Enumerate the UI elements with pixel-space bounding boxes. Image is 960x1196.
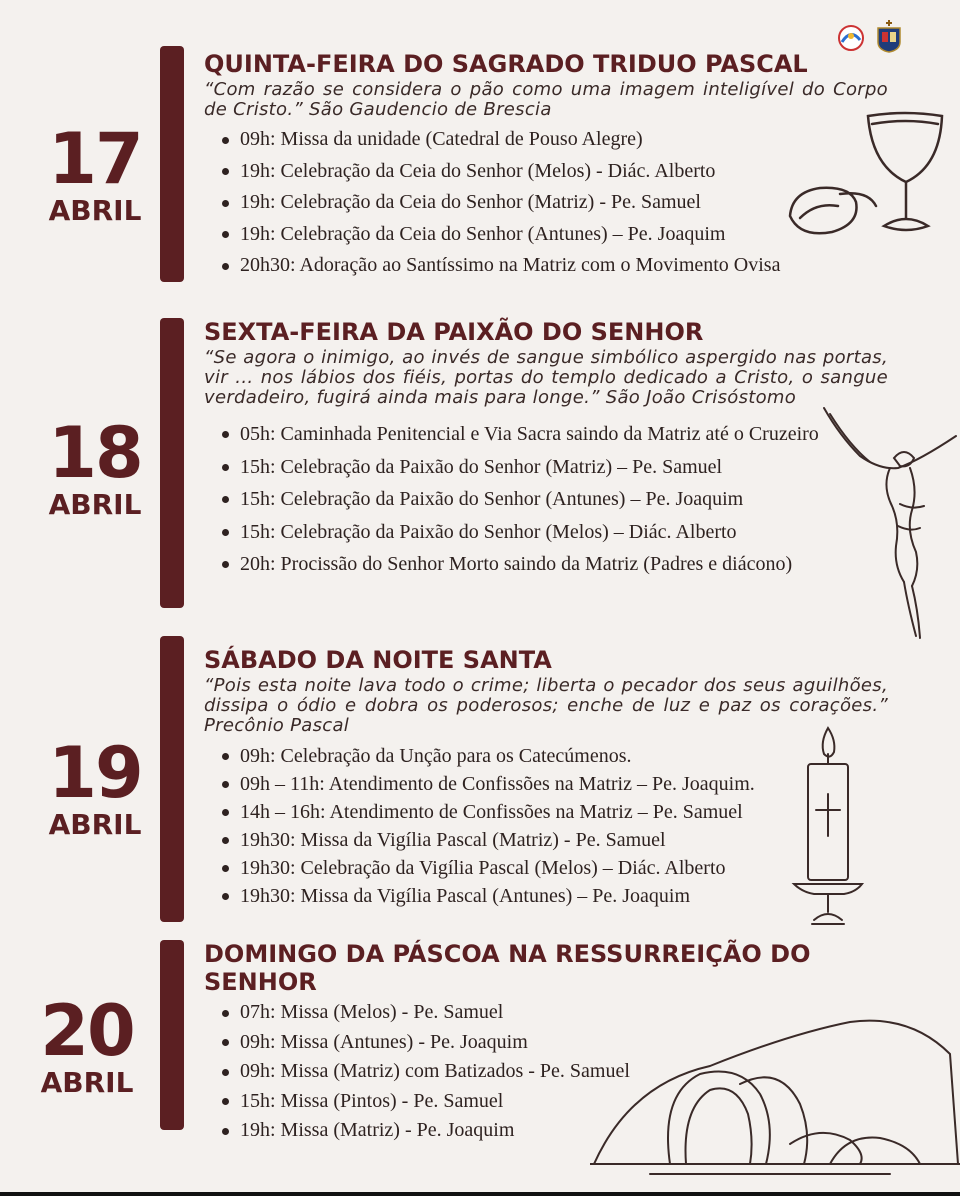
list-item: 20h30: Adoração ao Santíssimo na Matriz com o Movimento Ovisa: [204, 250, 888, 282]
list-item: 19h: Celebração da Ceia do Senhor (Melos) - Diác. Alberto: [204, 156, 888, 188]
list-item: 15h: Celebração da Paixão do Senhor (Antunes) – Pe. Joaquim: [204, 483, 888, 516]
list-item: 19h30: Missa da Vigília Pascal (Antunes) – Pe. Joaquim: [204, 882, 888, 910]
month-label: ABRIL: [48, 808, 142, 841]
date-block: [30, 118, 160, 227]
list-item: 19h: Celebração da Ceia do Senhor (Matriz) - Pe. Samuel: [204, 187, 888, 219]
month-label: ABRIL: [48, 488, 142, 521]
section-title: SÁBADO DA NOITE SANTA: [204, 646, 552, 674]
section-content: [204, 318, 888, 581]
section-18-abril: [0, 318, 960, 608]
schedule-list: [204, 742, 888, 910]
day-number: 18: [48, 412, 142, 494]
list-item: 19h: Celebração da Ceia do Senhor (Antunes) – Pe. Joaquim: [204, 219, 888, 251]
section-title: QUINTA-FEIRA DO SAGRADO TRIDUO PASCAL: [204, 50, 808, 78]
section-title: SEXTA-FEIRA DA PAIXÃO DO SENHOR: [204, 318, 704, 346]
section-19-abril: [0, 636, 960, 922]
list-item: 15h: Celebração da Paixão do Senhor (Melos) – Diác. Alberto: [204, 516, 888, 549]
crucified-christ-icon: [820, 406, 960, 642]
section-content: [204, 646, 888, 910]
section-17-abril: [0, 46, 960, 282]
empty-tomb-icon: [590, 1014, 960, 1194]
section-quote: “Se agora o inimigo, ao invés de sangue simbólico aspergido nas portas, vir ... nos lábios dos fiéis, portas do templo dedicado a Cristo, o sangue verdadeiro, fugirá ainda mais para longe.” São João Crisóstomo: [204, 347, 888, 408]
list-item: 09h: Missa da unidade (Catedral de Pouso Alegre): [204, 124, 888, 156]
list-item: 14h – 16h: Atendimento de Confissões na Matriz – Pe. Samuel: [204, 798, 888, 826]
chalice-and-bread-icon: [780, 106, 950, 246]
section-quote: “Pois esta noite lava todo o crime; liberta o pecador dos seus aguilhões, dissipa o ódio e dobra os poderosos; enche de luz e paz os corações.” Precônio Pascal: [204, 675, 888, 736]
month-label: ABRIL: [48, 194, 142, 227]
section-quote: “Com razão se considera o pão como uma imagem inteligível do Corpo de Cristo.” São Gaudencio de Brescia: [204, 79, 888, 120]
section-divider-bar: [160, 318, 184, 608]
list-item: 20h: Procissão do Senhor Morto saindo da Matriz (Padres e diácono): [204, 548, 888, 581]
date-block: [30, 732, 160, 841]
list-item: 15h: Celebração da Paixão do Senhor (Matriz) – Pe. Samuel: [204, 451, 888, 484]
section-divider-bar: [160, 940, 184, 1130]
section-title: DOMINGO DA PÁSCOA NA RESSURREIÇÃO DO SENHOR: [204, 940, 811, 996]
month-label: ABRIL: [40, 1066, 134, 1099]
day-number: 17: [48, 118, 142, 200]
list-item: 19h: Missa (Matriz) - Pe. Joaquim: [204, 1116, 920, 1146]
list-item: 05h: Caminhada Penitencial e Via Sacra saindo da Matriz até o Cruzeiro: [204, 418, 888, 451]
list-item: 15h: Missa (Pintos) - Pe. Samuel: [204, 1087, 920, 1117]
paschal-candle-icon: [790, 724, 870, 936]
list-item: 09h: Celebração da Unção para os Catecúmenos.: [204, 742, 888, 770]
date-block: [30, 412, 160, 521]
date-block: [22, 990, 152, 1099]
section-divider-bar: [160, 46, 184, 282]
section-divider-bar: [160, 636, 184, 922]
bottom-border: [0, 1192, 960, 1196]
list-item: 19h30: Missa da Vigília Pascal (Matriz) - Pe. Samuel: [204, 826, 888, 854]
schedule-list: [204, 418, 888, 581]
list-item: 19h30: Celebração da Vigília Pascal (Melos) – Diác. Alberto: [204, 854, 888, 882]
day-number: 20: [40, 990, 134, 1072]
list-item: 09h: Missa (Antunes) - Pe. Joaquim: [204, 1028, 920, 1058]
list-item: 09h – 11h: Atendimento de Confissões na Matriz – Pe. Joaquim.: [204, 770, 888, 798]
list-item: 07h: Missa (Melos) - Pe. Samuel: [204, 998, 920, 1028]
list-item: 09h: Missa (Matriz) com Batizados - Pe. Samuel: [204, 1057, 920, 1087]
day-number: 19: [48, 732, 142, 814]
